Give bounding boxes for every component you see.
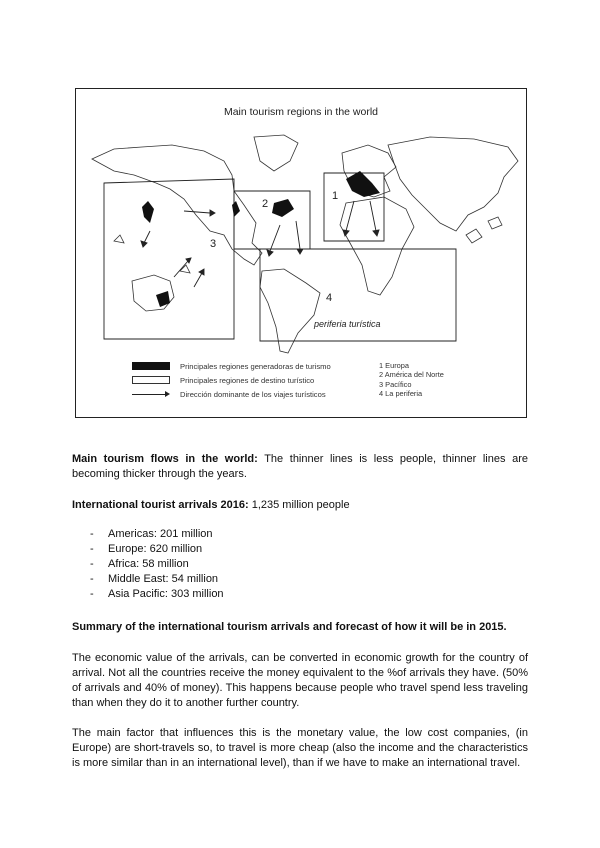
region-number-4: 4	[326, 292, 333, 304]
region-number-2: 2	[262, 198, 269, 210]
legend-item-direction	[132, 387, 331, 401]
pacific-region-frame	[104, 179, 234, 339]
generating-region-north-america	[272, 199, 294, 217]
legend-item-generating	[132, 359, 331, 373]
flows-text: The thinner lines is less people, thinner lines are becoming thicker through the years.	[72, 453, 528, 480]
asia-outline	[388, 137, 518, 231]
legend	[132, 359, 331, 401]
arrivals-list	[90, 527, 390, 602]
legend-label-direction: Dirección dominante de los viajes turísticos	[180, 389, 326, 399]
arrivals-heading: International tourist arrivals 2016:	[72, 499, 249, 511]
arrow-icon	[132, 390, 170, 398]
region-number-1: 1	[332, 190, 339, 202]
region-number-3: 3	[210, 238, 217, 250]
list-item: - Middle East: 54 million	[90, 572, 390, 587]
flows-paragraph	[72, 452, 528, 482]
flows-heading: Main tourism flows in the world:	[72, 453, 258, 465]
list-item: - Africa: 58 million	[90, 557, 390, 572]
south-america-outline	[260, 269, 320, 353]
legend-item-destination	[132, 373, 331, 387]
region-list-item: 3 Pacífico	[379, 379, 412, 389]
list-item: - Americas: 201 million	[90, 527, 390, 542]
economic-value-paragraph: The economic value of the arrivals, can be converted in economic growth for the country of arrival. Not all the countries receive the money equivalent to the %of arrivals they have. (50% of arrivals and 40% of money). This happens because people who travel spend less traveling than when they do it to another further country.	[72, 652, 528, 709]
generating-region-japan	[142, 201, 154, 223]
main-factor-paragraph: The main factor that influences this is the monetary value, the low cost companies, (in Europe) are short-travels so, to travel is more cheap (also the income and the characteristics is more similar than in an international level), than if we have to make an international travel.	[72, 727, 528, 769]
tourism-regions-figure	[75, 88, 527, 418]
map-label-periphery: periferia turística	[314, 319, 381, 329]
world-map	[84, 131, 520, 357]
arrivals-total: 1,235 million people	[248, 499, 350, 511]
greenland-outline	[254, 135, 298, 171]
regions-list	[379, 361, 444, 398]
figure-title: Main tourism regions in the world	[223, 106, 379, 118]
white-swatch-icon	[132, 376, 170, 384]
list-item: - Europe: 620 million	[90, 542, 390, 557]
region-list-item: 2 América del Norte	[379, 370, 444, 380]
legend-label-destination: Principales regiones de destino turístico	[180, 375, 315, 385]
arrivals-paragraph	[72, 498, 528, 513]
list-item: - Asia Pacific: 303 million	[90, 587, 390, 602]
region-list-item: 4 La periferia	[379, 388, 423, 398]
legend-label-generating: Principales regiones generadoras de turismo	[180, 361, 331, 371]
summary-heading: Summary of the international tourism arrivals and forecast of how it will be in 2015.	[72, 621, 507, 633]
generating-region-europe	[346, 171, 380, 197]
generating-region-west-coast	[232, 201, 240, 217]
region-list-item: 1 Europa	[379, 361, 409, 370]
black-swatch-icon	[132, 362, 170, 370]
